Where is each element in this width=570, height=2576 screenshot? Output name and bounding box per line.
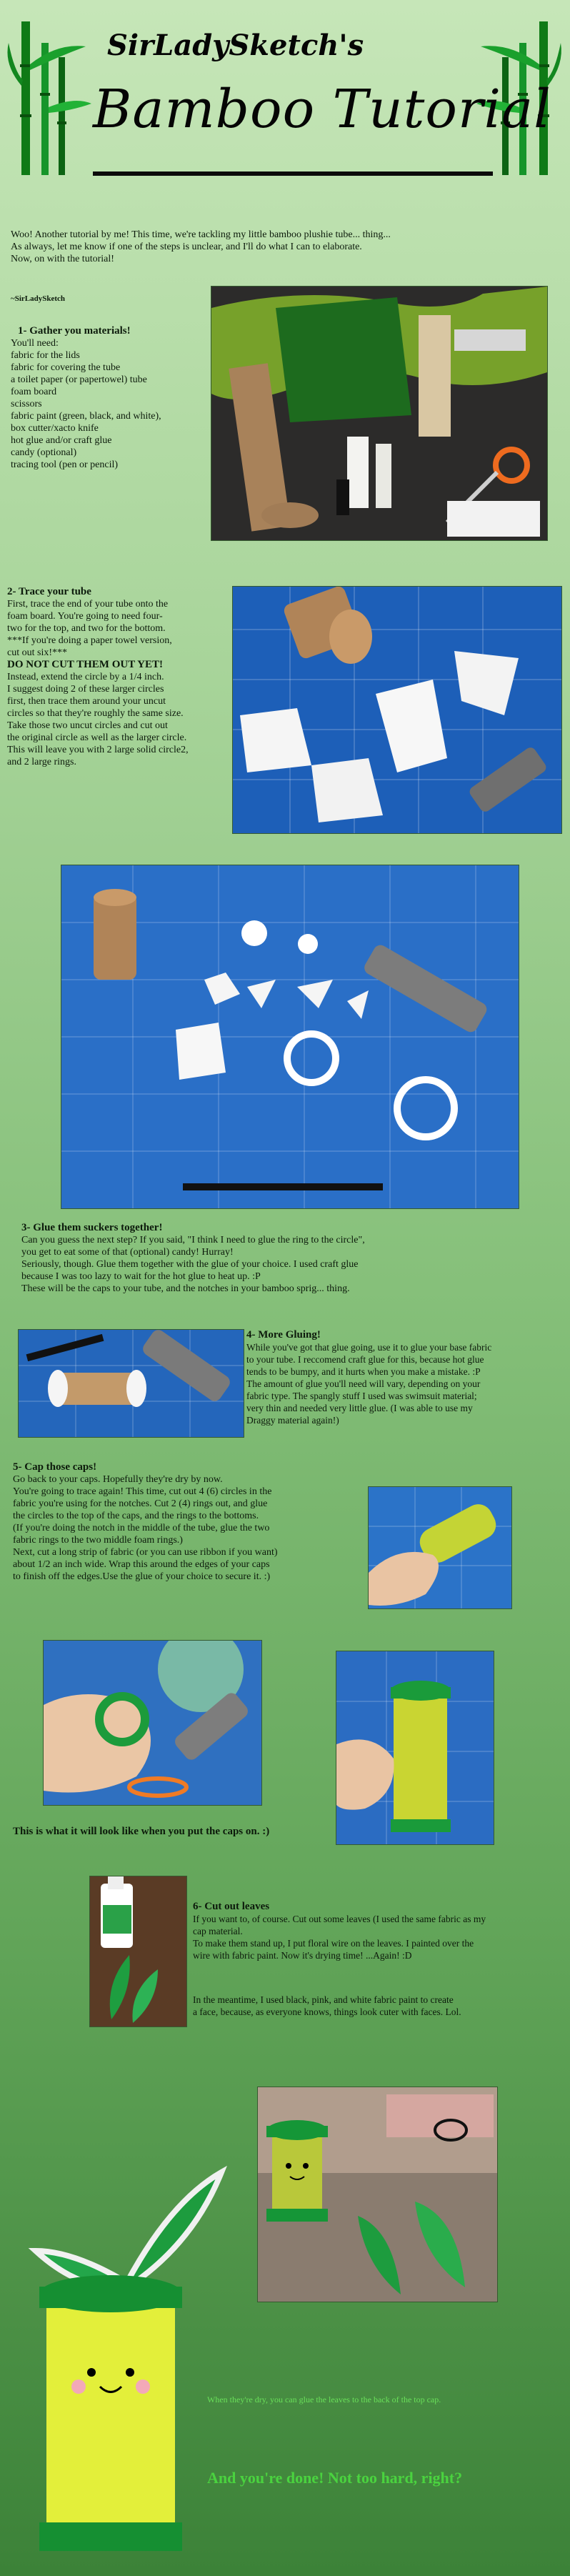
step2-line: the original circle as well as the larger circle.	[7, 732, 187, 743]
bamboo-left-icon	[7, 14, 93, 179]
step2-line: First, trace the end of your tube onto the	[7, 599, 169, 610]
step3-line: These will be the caps to your tube, and the notches in your bamboo sprig... thing.	[21, 1283, 350, 1294]
step2-line: foam board. You're going to need four-	[7, 611, 163, 622]
step3-heading: 3- Glue them suckers together!	[21, 1222, 163, 1233]
intro-text	[11, 229, 391, 265]
hand-tube-photo	[368, 1486, 512, 1609]
step4-line: fabric type. The spangly stuff I used was swimsuit material;	[246, 1391, 477, 1401]
header-banner	[0, 0, 570, 179]
cut-circles-photo	[61, 865, 519, 1209]
step5-line: about 1/2 an inch wide. Wrap this around the edges of your caps	[13, 1559, 270, 1570]
step2-line: and 2 large rings.	[7, 757, 76, 767]
ending-title: And you're done! Not too hard, right?	[207, 2469, 463, 2487]
step3-line: you get to eat some of that (optional) candy! Hurray!	[21, 1247, 234, 1258]
step1-line: foam board	[11, 387, 57, 397]
step2-line: first, then trace them around your uncut	[7, 696, 166, 707]
step2-line: Instead, extend the circle by a 1/4 inch.	[7, 672, 164, 682]
step1-heading: 1- Gather you materials!	[18, 325, 131, 337]
step4-line: The amount of glue you'll need will vary, depending on your	[246, 1378, 481, 1389]
page-title: Bamboo Tutorial	[93, 79, 551, 140]
step1-line: fabric for covering the tube	[11, 362, 121, 373]
step1-line: fabric for the lids	[11, 350, 80, 361]
step5-line: fabric you're using for the notches. Cut 2 (4) rings out, and glue	[13, 1498, 268, 1509]
step1-line: fabric paint (green, black, and white),	[11, 411, 161, 422]
step2-line: circles so that they're roughly the same size.	[7, 708, 184, 719]
step6-line: To make them stand up, I put floral wire on the leaves. I painted over the	[193, 1938, 474, 1949]
step3-text	[21, 1222, 365, 1295]
step4-heading: 4- More Gluing!	[246, 1329, 321, 1341]
step5-line: Go back to your caps. Hopefully they're dry by now.	[13, 1474, 223, 1485]
step4-line: to your tube. I reccomend craft glue for this, because hot glue	[246, 1354, 484, 1365]
step1-text	[11, 325, 161, 471]
step5-line: You're going to trace again! This time, cut out 4 (6) circles in the	[13, 1486, 272, 1497]
capped-tube-photo	[336, 1651, 494, 1845]
step2-line: cut out six!***	[7, 647, 67, 658]
step5-line: (If you're doing the notch in the middle of the tube, glue the two	[13, 1523, 270, 1533]
step3-line: Can you guess the next step? If you said, "I think I need to glue the ring to the circle",	[21, 1235, 365, 1245]
step6-line: If you want to, of course. Cut out some leaves (I used the same fabric as my	[193, 1914, 486, 1924]
leaves-paint-photo	[89, 1876, 187, 2027]
title-top: SirLadySketch's	[107, 29, 364, 62]
step1-line: box cutter/xacto knife	[11, 423, 99, 434]
caps-caption: This is what it will look like when you put the caps on. :)	[13, 1826, 270, 1837]
step2-line: ***If you're doing a paper towel version,	[7, 635, 172, 646]
step2-text	[7, 586, 189, 768]
step1-line: scissors	[11, 399, 42, 409]
step2-heading: 2- Trace your tube	[7, 586, 91, 597]
wrap-edge-photo	[43, 1640, 262, 1806]
step2-line: Take those two uncut circles and cut out	[7, 720, 168, 731]
materials-photo	[211, 286, 548, 541]
step6-line: wire with fabric paint. Now it's drying time! ...Again! :D	[193, 1950, 412, 1961]
step5-line: the circles to the top of the caps, and the rings to the bottoms.	[13, 1511, 259, 1521]
step2-warning: DO NOT CUT THEM OUT YET!	[7, 659, 163, 670]
step4-text	[246, 1329, 491, 1426]
step5-line: Next, cut a long strip of fabric (or you can use ribbon if you want)	[13, 1547, 278, 1558]
intro-line: Now, on with the tutorial!	[11, 254, 114, 264]
step2-line: two for the top, and two for the bottom.	[7, 623, 166, 634]
step6-line: In the meantime, I used black, pink, and white fabric paint to create	[193, 1994, 454, 2005]
glued-caps-photo	[18, 1329, 244, 1438]
step6-line: cap material.	[193, 1926, 243, 1936]
step3-line: Seriously, though. Glue them together with the glue of your choice. I used craft glue	[21, 1259, 359, 1270]
painted-face-photo	[257, 2087, 498, 2302]
step2-line: This will leave you with 2 large solid circle2,	[7, 745, 189, 755]
step2-line: I suggest doing 2 of these larger circles	[7, 684, 164, 695]
trace-photo	[232, 586, 562, 834]
step1-line: candy (optional)	[11, 447, 77, 458]
step6-heading: 6- Cut out leaves	[193, 1901, 270, 1912]
step5-line: fabric rings to the two middle foam rings.)	[13, 1535, 183, 1546]
intro-line: Woo! Another tutorial by me! This time, we're tackling my little bamboo plushie tube... thing...	[11, 229, 391, 240]
step1-line: hot glue and/or craft glue	[11, 435, 112, 446]
step5-text	[13, 1461, 278, 1583]
signature: ~SirLadySketch	[11, 294, 66, 303]
step4-line: While you've got that glue going, use it to glue your base fabric	[246, 1342, 492, 1353]
step4-line: very thin and needed very little glue. (I was able to use my	[246, 1403, 473, 1413]
intro-line: As always, let me know if one of the steps is unclear, and I'll do what I can to elaborate.	[11, 242, 362, 252]
step1-line: tracing tool (pen or pencil)	[11, 459, 119, 470]
step4-line: Draggy material again!)	[246, 1415, 339, 1426]
step6-line: a face, because, as everyone knows, things look cuter with faces. Lol.	[193, 2006, 461, 2017]
step6-text-2	[193, 1994, 461, 2018]
step6-text	[193, 1901, 486, 1961]
step1-line: You'll need:	[11, 338, 59, 349]
step5-line: to finish off the edges.Use the glue of your choice to secure it. :)	[13, 1571, 271, 1582]
ending-note: When they're dry, you can glue the leaves to the back of the top cap.	[207, 2395, 441, 2405]
title-underline	[93, 171, 493, 176]
step3-line: because I was too lazy to wait for the hot glue to heat up. :P	[21, 1271, 261, 1282]
finished-bamboo-plush	[21, 2158, 236, 2558]
step4-line: tends to be bumpy, and it hurts when you make a mistake. :P	[246, 1366, 481, 1377]
step1-line: a toilet paper (or papertowel) tube	[11, 374, 147, 385]
step5-heading: 5- Cap those caps!	[13, 1461, 97, 1473]
